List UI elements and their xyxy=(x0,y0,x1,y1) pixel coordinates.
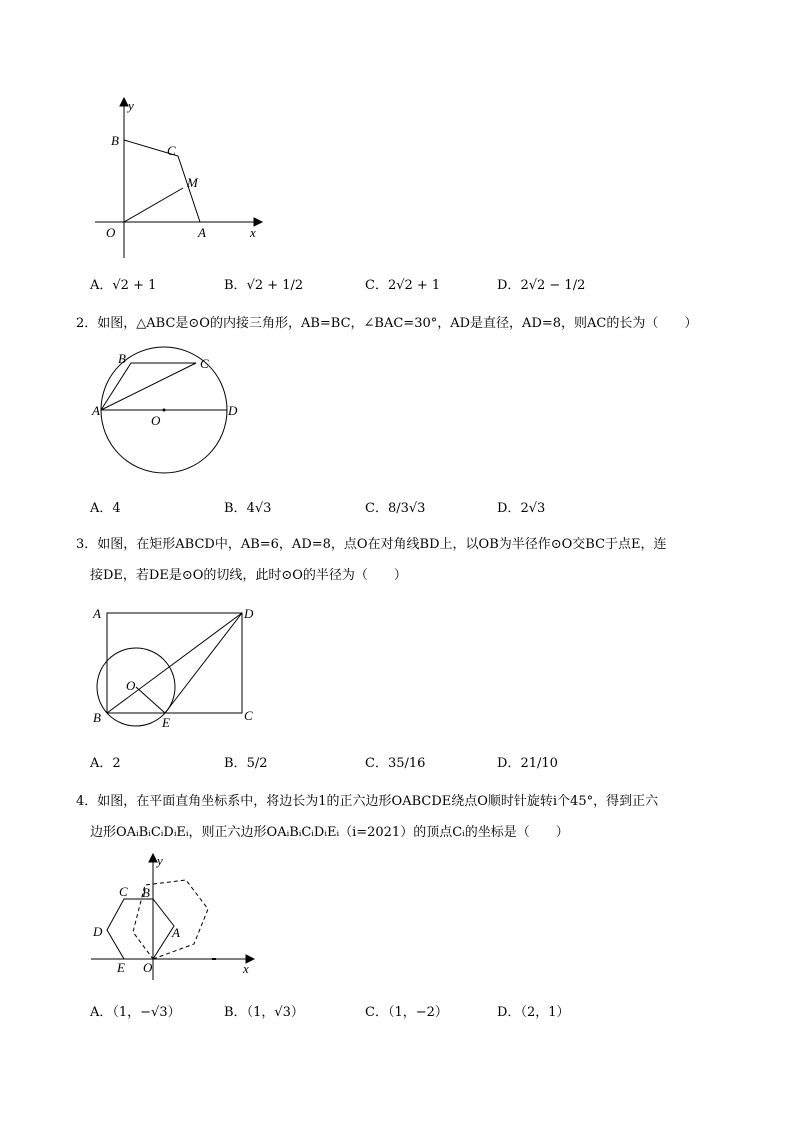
option-text: （1，−2） xyxy=(387,1005,448,1020)
option-letter: A． xyxy=(90,1005,113,1020)
q4-option-a[interactable] xyxy=(90,1006,181,1019)
option-text: 2√2 + 1 xyxy=(387,278,441,293)
option-text: √2 + 1/2 xyxy=(246,278,304,293)
option-letter: A． xyxy=(90,756,113,771)
q4-text-line2: 边形OAᵢBᵢCᵢDᵢEᵢ，则正六边形OAᵢBᵢCᵢDᵢEᵢ（i=2021）的顶点Cᵢ的坐标是（ ） xyxy=(90,825,569,840)
q1-option-b[interactable] xyxy=(224,279,303,292)
fig3-label-A: A xyxy=(93,606,101,621)
fig4-label-D: D xyxy=(93,924,103,939)
fig4-label-C: C xyxy=(119,884,128,899)
fig3-label-O: O xyxy=(126,678,136,693)
option-letter: A． xyxy=(90,501,113,516)
q3-text-line2: 接DE，若DE是⊙O的切线，此时⊙O的半径为（ ） xyxy=(90,568,407,583)
fig2-label-D: D xyxy=(228,403,238,418)
fig3-label-D: D xyxy=(244,606,254,621)
q2-text: 2．如图，△ABC是⊙O的内接三角形，AB=BC，∠BAC=30°，AD是直径，AD=8，则AC的长为（ ） xyxy=(76,316,698,331)
fig1-label-O: O xyxy=(106,225,116,240)
fig1-label-B: B xyxy=(111,133,119,148)
figure-3-rectangle-diagram xyxy=(88,600,263,735)
fig2-label-O: O xyxy=(151,413,161,428)
option-letter: D． xyxy=(497,756,521,771)
option-text: 5/2 xyxy=(246,756,268,771)
q3-option-a[interactable] xyxy=(90,757,121,770)
option-text: 4√3 xyxy=(246,501,272,516)
q1-option-c[interactable] xyxy=(365,279,440,292)
figure-2-circle-diagram xyxy=(88,345,248,500)
fig3-label-E: E xyxy=(162,715,170,730)
q3-text-line1: 3．如图，在矩形ABCD中，AB=6，AD=8，点O在对角线BD上，以OB为半径作⊙O交BC于点E，连 xyxy=(76,537,667,552)
fig4-label-y: y xyxy=(157,853,163,868)
option-letter: C． xyxy=(365,501,388,516)
option-letter: C． xyxy=(365,1005,388,1020)
option-text: √2 + 1 xyxy=(112,278,157,293)
option-letter: D． xyxy=(497,1005,521,1020)
option-letter: C． xyxy=(365,756,388,771)
fig2-label-A: A xyxy=(92,403,100,418)
fig1-label-A: A xyxy=(198,225,206,240)
option-text: 2√2 − 1/2 xyxy=(520,278,586,293)
fig1-label-y: y xyxy=(128,98,134,113)
fig3-label-B: B xyxy=(93,710,101,725)
fig4-label-x: x xyxy=(243,961,249,976)
q3-option-c[interactable] xyxy=(365,757,425,770)
option-text: 35/16 xyxy=(387,756,426,771)
option-text: （1，√3） xyxy=(246,1005,304,1020)
q4-option-b[interactable] xyxy=(224,1006,304,1019)
q3-option-d[interactable] xyxy=(497,757,558,770)
figure-1-coordinate-diagram xyxy=(80,92,280,262)
option-letter: B． xyxy=(224,501,247,516)
option-letter: A． xyxy=(90,278,113,293)
fig2-label-B: B xyxy=(118,351,126,366)
q4-text-line1: 4．如图，在平面直角坐标系中，将边长为1的正六边形OABCDE绕点O顺时针旋转i个45°，得到正六 xyxy=(76,794,659,809)
fig1-label-C: C xyxy=(167,143,176,158)
q4-option-c[interactable] xyxy=(365,1006,448,1019)
fig1-label-x: x xyxy=(250,225,256,240)
option-text: 8/3√3 xyxy=(387,501,426,516)
fig1-label-M: M xyxy=(187,175,198,190)
q2-option-c[interactable] xyxy=(365,502,425,515)
option-text: 21/10 xyxy=(520,756,558,771)
option-text: 2 xyxy=(112,756,121,771)
option-letter: B． xyxy=(224,756,247,771)
fig4-label-O: O xyxy=(143,960,153,975)
q1-option-d[interactable] xyxy=(497,279,585,292)
option-letter: D． xyxy=(497,278,521,293)
option-letter: B． xyxy=(224,278,247,293)
fig3-label-C: C xyxy=(244,708,253,723)
fig4-label-E: E xyxy=(117,960,125,975)
q1-option-a[interactable] xyxy=(90,279,156,292)
option-text: 4 xyxy=(112,501,121,516)
option-letter: B． xyxy=(224,1005,247,1020)
fig4-label-B: B xyxy=(142,885,150,900)
fig2-label-C: C xyxy=(200,356,209,371)
option-letter: C． xyxy=(365,278,388,293)
option-text: （1，−√3） xyxy=(112,1005,181,1020)
q3-option-b[interactable] xyxy=(224,757,267,770)
q2-option-d[interactable] xyxy=(497,502,545,515)
figure-4-hexagon-diagram xyxy=(86,848,261,983)
q4-option-d[interactable] xyxy=(497,1006,569,1019)
q2-option-b[interactable] xyxy=(224,502,271,515)
option-text: （2，1） xyxy=(520,1005,570,1020)
option-text: 2√3 xyxy=(520,501,546,516)
q2-option-a[interactable] xyxy=(90,502,121,515)
fig4-label-A: A xyxy=(172,925,180,940)
option-letter: D． xyxy=(497,501,521,516)
